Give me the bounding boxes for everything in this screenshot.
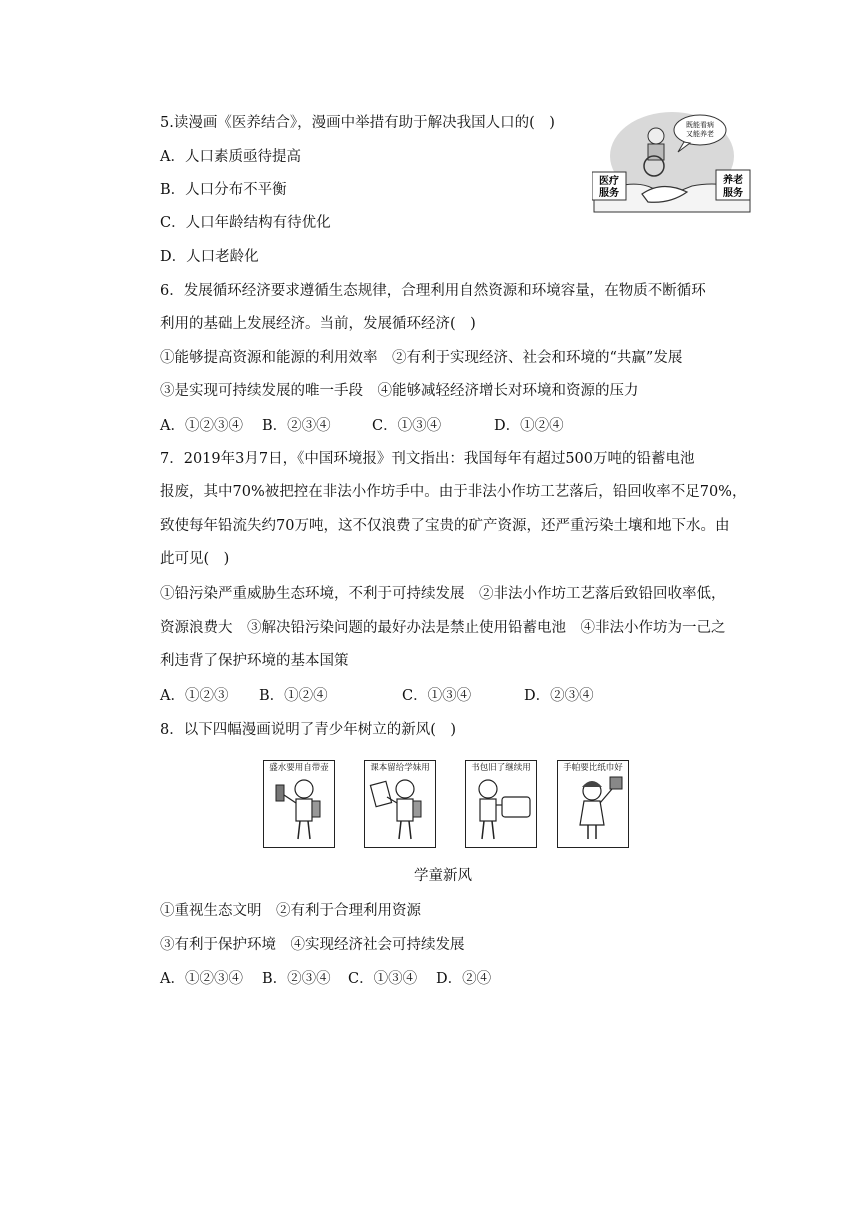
q5-option-d: D．人口老龄化 xyxy=(160,249,259,265)
q8-option-a: A．①②③④ xyxy=(160,971,243,987)
left-sign-line-1: 医疗 xyxy=(599,176,619,187)
comic-panel-water-bottle xyxy=(263,760,335,848)
comic-panel-schoolbag xyxy=(465,760,537,848)
panel-caption: 课本留给学妹用 xyxy=(370,763,430,773)
left-sign-line-2: 服务 xyxy=(599,188,619,199)
student-with-book-icon xyxy=(365,773,435,847)
comic-caption: 学童新风 xyxy=(414,868,472,884)
handshake-illustration xyxy=(592,108,752,214)
comic-panel-handkerchief xyxy=(557,760,629,848)
q8-option-b: B．②③④ xyxy=(262,971,331,987)
q7-stem-line-1: 7．2019年3月7日，《中国环境报》刊文指出：我国每年有超过500万吨的铅蓄电池 xyxy=(160,451,695,467)
medical-elderly-care-cartoon xyxy=(592,108,752,214)
q6-items-line-1: ①能够提高资源和能源的利用效率 ②有利于实现经济、社会和环境的“共赢”发展 xyxy=(160,350,683,366)
q8-option-d: D．②④ xyxy=(436,971,492,987)
student-with-handkerchief-icon xyxy=(558,773,628,847)
speech-line-1: 既能看病 xyxy=(686,121,714,129)
q6-option-c: C．①③④ xyxy=(372,418,442,434)
student-with-schoolbag-icon xyxy=(466,773,536,847)
q6-option-d: D．①②④ xyxy=(494,418,564,434)
q8-option-c: C．①③④ xyxy=(348,971,418,987)
q7-stem-line-4: 此可见( ) xyxy=(160,551,230,567)
q6-option-b: B．②③④ xyxy=(262,418,331,434)
q7-option-a: A．①②③ xyxy=(160,688,229,704)
q8-items-line-1: ①重视生态文明 ②有利于合理利用资源 xyxy=(160,903,421,919)
q7-option-b: B．①②④ xyxy=(259,688,328,704)
right-sign-line-1: 养老 xyxy=(723,175,743,186)
q7-items-line-1: ①铅污染严重威胁生态环境，不利于可持续发展 ②非法小作坊工艺落后致铅回收率低， xyxy=(160,586,726,602)
q7-items-line-2: 资源浪费大 ③解决铅污染问题的最好办法是禁止使用铅蓄电池 ④非法小作坊为一己之 xyxy=(160,620,726,636)
q7-option-c: C．①③④ xyxy=(402,688,472,704)
q7-option-d: D．②③④ xyxy=(524,688,594,704)
q7-items-line-3: 利违背了保护环境的基本国策 xyxy=(160,653,349,669)
q7-stem-line-2: 报废，其中70%被把控在非法小作坊手中。由于非法小作坊工艺落后，铅回收率不足70%， xyxy=(160,484,747,500)
panel-caption: 书包旧了继续用 xyxy=(471,763,531,773)
q6-items-line-2: ③是实现可持续发展的唯一手段 ④能够减轻经济增长对环境和资源的压力 xyxy=(160,383,639,399)
q6-option-a: A．①②③④ xyxy=(160,418,243,434)
q6-stem-line-1: 6．发展循环经济要求遵循生态规律，合理利用自然资源和环境容量，在物质不断循环 xyxy=(160,283,706,299)
panel-caption: 盛水要用自带壶 xyxy=(269,763,329,773)
q8-stem: 8．以下四幅漫画说明了青少年树立的新风( ) xyxy=(160,722,457,738)
student-with-bottle-icon xyxy=(264,773,334,847)
speech-line-2: 又能养老 xyxy=(686,130,714,138)
q5-option-a: A．人口素质亟待提高 xyxy=(160,149,301,165)
right-sign-line-2: 服务 xyxy=(723,188,743,199)
q5-stem: 5.读漫画《医养结合》，漫画中举措有助于解决我国人口的( ) xyxy=(160,115,555,131)
panel-caption: 手帕要比纸巾好 xyxy=(563,763,623,773)
q7-stem-line-3: 致使每年铅流失约70万吨，这不仅浪费了宝贵的矿产资源，还严重污染土壤和地下水。由 xyxy=(160,518,730,534)
q5-option-c: C．人口年龄结构有待优化 xyxy=(160,215,331,231)
q6-stem-line-2: 利用的基础上发展经济。当前，发展循环经济( ) xyxy=(160,316,476,332)
comic-panel-textbook xyxy=(364,760,436,848)
q5-option-b: B．人口分布不平衡 xyxy=(160,182,287,198)
q8-items-line-2: ③有利于保护环境 ④实现经济社会可持续发展 xyxy=(160,937,465,953)
